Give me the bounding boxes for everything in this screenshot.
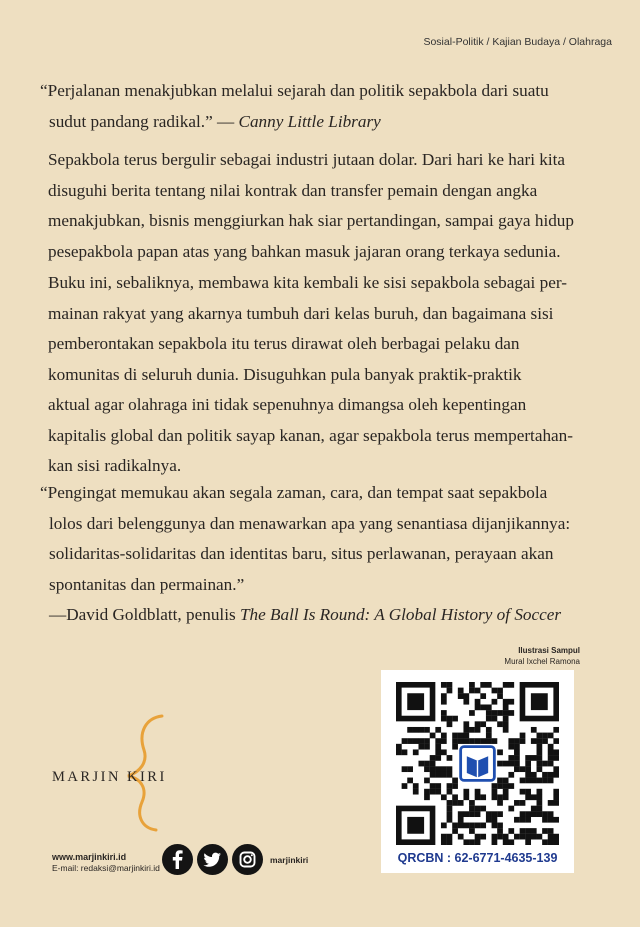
paragraph-line: menakjubkan, bisnis menggiurkan hak siar pertandingan, sampai gaya hidup: [48, 211, 574, 230]
quote-line: lolos dari belenggunya dan menawarkan apa yang senantiasa dijanjikannya:: [49, 513, 571, 533]
paragraph-line: aktual agar olahraga ini tidak sepenuhnya dimangsa oleh kepentingan: [48, 395, 527, 414]
category-label: Sosial-Politik / Kajian Budaya / Olahraga: [423, 36, 612, 48]
quote-line: spontanitas dan permainan.”: [49, 574, 245, 594]
instagram-icon[interactable]: [232, 844, 263, 875]
paragraph-line: Buku ini, sebaliknya, membawa kita kembali ke sisi sepakbola sebagai per-: [48, 273, 567, 292]
opening-quote: [40, 76, 605, 137]
paragraph-line: pemberontakan sepakbola itu terus dirawat oleh berbagai pelaku dan: [48, 334, 520, 353]
credit-title: Ilustrasi Sampul: [518, 646, 580, 655]
quote-line: [40, 107, 605, 138]
illustration-credit: [504, 645, 580, 667]
paragraph-line: mainan rakyat yang akarnya tumbuh dari kelas buruh, dan bagaimana sisi: [48, 303, 554, 323]
credit-name: Mural Ixchel Ramona: [504, 657, 580, 666]
synopsis-paragraph-1: [48, 145, 608, 267]
social-handle: marjinkiri: [270, 855, 309, 865]
paragraph-line: kapitalis global dan politik sayap kanan, agar sepakbola terus mempertahan-: [48, 425, 573, 445]
synopsis-paragraph-2: [48, 268, 608, 482]
endorsement-quote: [40, 478, 615, 631]
publisher-logo: [50, 712, 190, 832]
qrcbn-number: QRCBN : 62-6771-4635-139: [397, 851, 558, 865]
quote-line: “Pengingat memukau akan segala zaman, cara, dan tempat saat sepakbola: [40, 483, 548, 502]
logo-text-right: KIRI: [127, 769, 167, 785]
paragraph-line: pesepakbola papan atas yang bahkan masuk jajaran orang terkaya sedunia.: [48, 241, 561, 261]
quote-line: “Perjalanan menakjubkan melalui sejarah dan politik sepakbola dari suatu: [40, 81, 549, 100]
quote-source: Canny Little Library: [238, 111, 381, 131]
facebook-icon[interactable]: [162, 844, 193, 875]
website-link[interactable]: www.marjinkiri.id: [52, 852, 127, 862]
paragraph-line: kan sisi radikalnya.: [48, 456, 182, 475]
qr-code: [396, 682, 559, 845]
quote-line: solidaritas-solidaritas dan identitas baru, situs perlawanan, perayaan akan: [49, 544, 554, 563]
publisher-contact: [52, 852, 160, 874]
paragraph-line: disuguhi berita tentang nilai kontrak dan transfer pemain dengan angka: [48, 180, 538, 200]
email-link[interactable]: E-mail: redaksi@marjinkiri.id: [52, 863, 160, 873]
twitter-icon[interactable]: [197, 844, 228, 875]
quote-text: sudut pandang radikal.” —: [49, 111, 239, 131]
logo-text-left: MARJIN: [52, 769, 121, 785]
paragraph-line: Sepakbola terus bergulir sebagai industri jutaan dolar. Dari hari ke hari kita: [48, 150, 566, 169]
attribution-author: —David Goldblatt, penulis: [49, 605, 240, 624]
paragraph-line: komunitas di seluruh dunia. Disuguhkan pula banyak praktik-praktik: [48, 364, 522, 384]
qr-code-panel: [381, 670, 574, 873]
quote-attribution: [40, 600, 615, 631]
attribution-book-title: The Ball Is Round: A Global History of Soccer: [239, 605, 562, 624]
